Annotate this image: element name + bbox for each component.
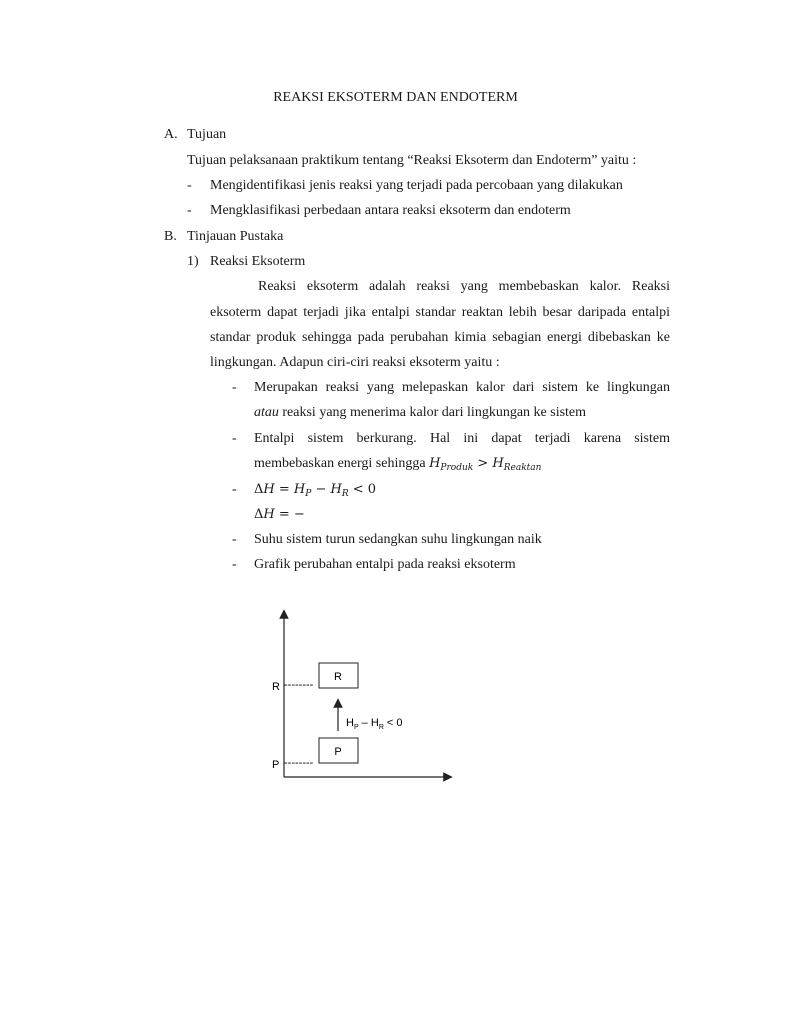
section-b-heading: Tinjauan Pustaka <box>187 229 284 244</box>
item-dash: - <box>232 380 237 395</box>
section-b-marker: B. <box>164 229 177 244</box>
axis-label-p: P <box>272 759 280 771</box>
item-1-em: atau <box>254 405 279 420</box>
item-1-line-1: Merupakan reaksi yang melepaskan kalor dari sistem ke lingkungan <box>254 380 670 395</box>
axis-label-r: R <box>272 681 280 693</box>
subsection-1-heading: Reaksi Eksoterm <box>210 254 306 269</box>
box-r-label: R <box>334 671 342 683</box>
arrow-label-sub-p: P <box>353 724 359 731</box>
item-dash: - <box>232 482 237 497</box>
section-a-marker: A. <box>164 127 178 142</box>
arrow-label-sub-r: R <box>378 724 384 731</box>
paragraph-line-1: Reaksi eksoterm adalah reaksi yang membebaskan kalor. Reaksi <box>258 279 670 294</box>
arrow-label <box>346 717 403 731</box>
item-5: Grafik perubahan entalpi pada reaksi eksoterm <box>254 557 516 572</box>
item-dash: - <box>232 557 237 572</box>
item-2-formula: $H_{Produk} > H_{Reaktan}$ <box>429 456 542 473</box>
section-a-intro: Tujuan pelaksanaan praktikum tentang “Reaksi Eksoterm dan Endoterm” yaitu : <box>187 153 637 168</box>
arrow-label-mid: – H <box>358 717 379 729</box>
paragraph-line-2: eksoterm dapat terjadi jika entalpi standar reaktan lebih besar daripada entalpi <box>210 305 670 320</box>
bullet-2: Mengklasifikasi perbedaan antara reaksi eksoterm dan endoterm <box>210 203 571 218</box>
item-3-formula: $\Delta H = H_P - H_R < 0$ <box>254 482 377 499</box>
item-1-rest: reaksi yang menerima kalor dari lingkungan ke sistem <box>278 405 587 420</box>
item-dash: - <box>232 431 237 446</box>
arrow-label-end: < 0 <box>383 717 403 729</box>
item-2-text: membebaskan energi sehingga <box>254 456 430 471</box>
bullet-dash: - <box>187 203 192 218</box>
item-dash: - <box>232 532 237 547</box>
page-title: REAKSI EKSOTERM DAN ENDOTERM <box>273 90 518 105</box>
bullet-dash: - <box>187 178 192 193</box>
bullet-1: Mengidentifikasi jenis reaksi yang terjadi pada percobaan yang dilakukan <box>210 178 623 193</box>
arrow-label-h: H <box>346 717 354 729</box>
item-3-formula-2: ΔH = − <box>254 507 305 522</box>
dashes-p: -------- <box>284 757 314 769</box>
dashes-r: -------- <box>284 679 314 691</box>
item-2-line-1: Entalpi sistem berkurang. Hal ini dapat terjadi karena sistem <box>254 431 670 446</box>
box-p-label: P <box>334 746 342 758</box>
item-4: Suhu sistem turun sedangkan suhu lingkungan naik <box>254 532 542 547</box>
paragraph-line-3: standar produk sehingga pada perubahan kimia sebagian energi dibebaskan ke <box>210 330 670 345</box>
subsection-1-marker: 1) <box>187 254 199 269</box>
paragraph-line-4: lingkungan. Adapun ciri-ciri reaksi eksoterm yaitu : <box>210 355 500 370</box>
section-a-heading: Tujuan <box>187 127 227 142</box>
